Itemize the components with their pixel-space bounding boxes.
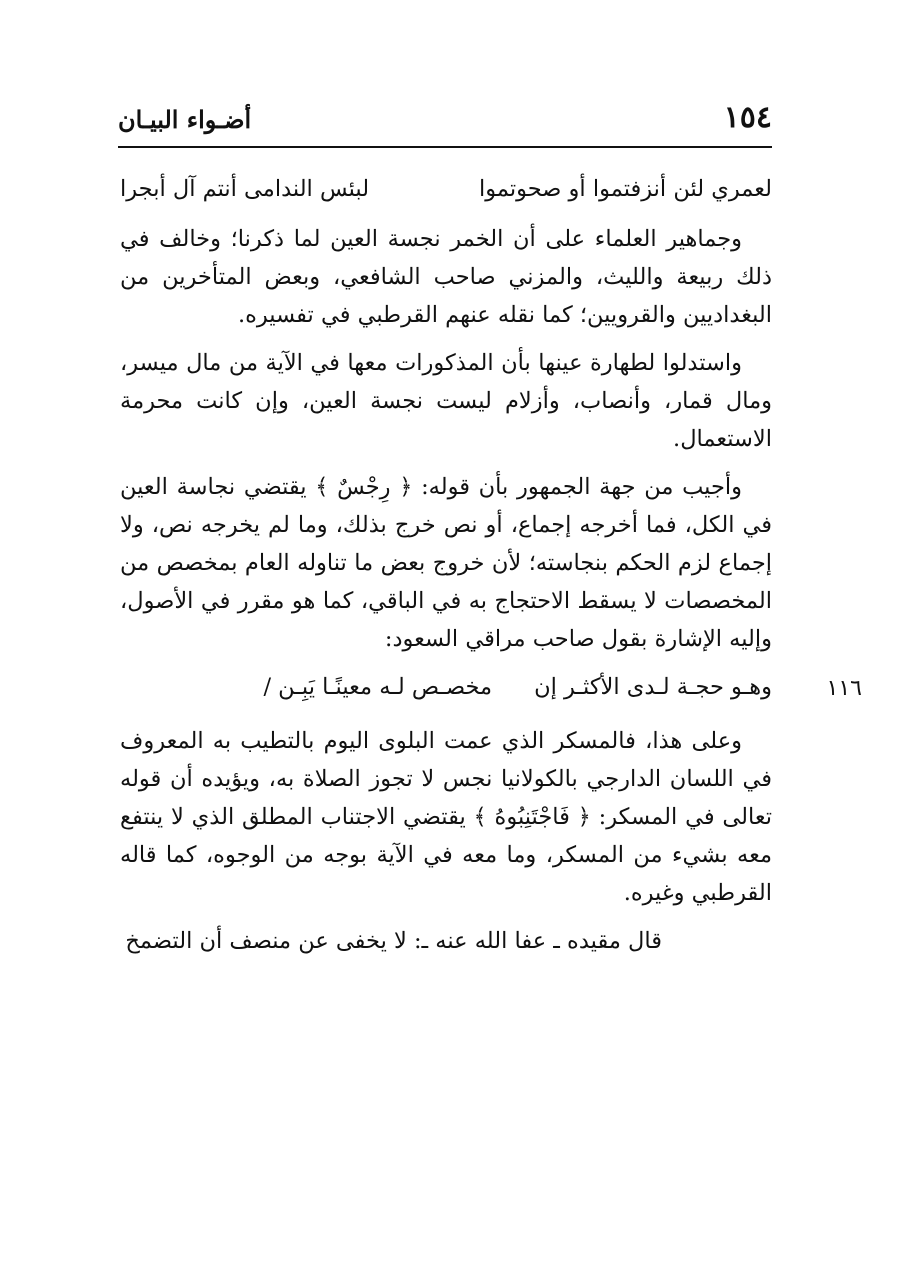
poem-hemistich-second: لبئس الندامى أنتم آل أبجرا xyxy=(120,176,370,202)
page-body xyxy=(120,170,862,960)
page-number: ١٥٤ xyxy=(723,100,772,135)
paragraph-majority-response: وأجيب من جهة الجمهور بأن قوله: ﴿ رِجْسٌ ﴾ يقتضي نجاسة العين في الكل، فما أخرجه إجماع، أو نص خرج بذلك، وما لم يخرجه نص، ولا إجماع لزم الحكم بنجاسته؛ لأن خروج بعض ما تناوله العام بمخصص من المخصصات لا يسقط الاحتجاج به في الباقي، كما هو مقرر في الأصول، وإليه الإشارة بقول صاحب مراقي السعود: xyxy=(120,474,772,652)
running-head: أضـواء البيـان xyxy=(118,105,252,134)
paragraph-cologne-ruling: وعلى هذا، فالمسكر الذي عمت البلوى اليوم بالتطيب به المعروف في اللسان الدارجي بالكولانيا نجس لا تجوز الصلاة به، ويؤيده أن قوله تعالى في المسكر: ﴿ فَاجْتَنِبُوهُ ﴾ يقتضي الاجتناب المطلق الذي لا ينتفع معه بشيء من المسكر، وما معه في الآية بوجه من الوجوه، كما قاله القرطبي وغيره. xyxy=(120,728,772,906)
poem-line xyxy=(120,170,772,210)
maraqi-verse xyxy=(120,668,862,708)
page-header xyxy=(118,96,772,148)
poem-hemistich-first: لعمري لئن أنزفتموا أو صحوتموا xyxy=(479,176,772,202)
verse-hemistich-first: وهـو حجـة لـدى الأكثـر إن xyxy=(534,674,772,700)
verse-hemistich-second: مخصـص لـه معينًـا يَبِـن / xyxy=(263,674,493,700)
paragraph-majority-view: وجماهير العلماء على أن الخمر نجسة العين لما ذكرنا؛ وخالف في ذلك ربيعة والليث، والمزني صاحب الشافعي، وبعض المتأخرين من البغداديين والقرويين؛ كما نقله عنهم القرطبي في تفسيره. xyxy=(120,226,772,328)
verse-number: ١١٦ xyxy=(826,676,862,701)
paragraph-purity-argument: واستدلوا لطهارة عينها بأن المذكورات معها في الآية من مال ميسر، ومال قمار، وأنصاب، وأزلام ليست نجسة العين، وإن كانت محرمة الاستعمال. xyxy=(120,350,772,452)
closing-line: قال مقيده ـ عفا الله عنه ـ: لا يخفى عن منصف أن التضمخ xyxy=(125,928,662,954)
